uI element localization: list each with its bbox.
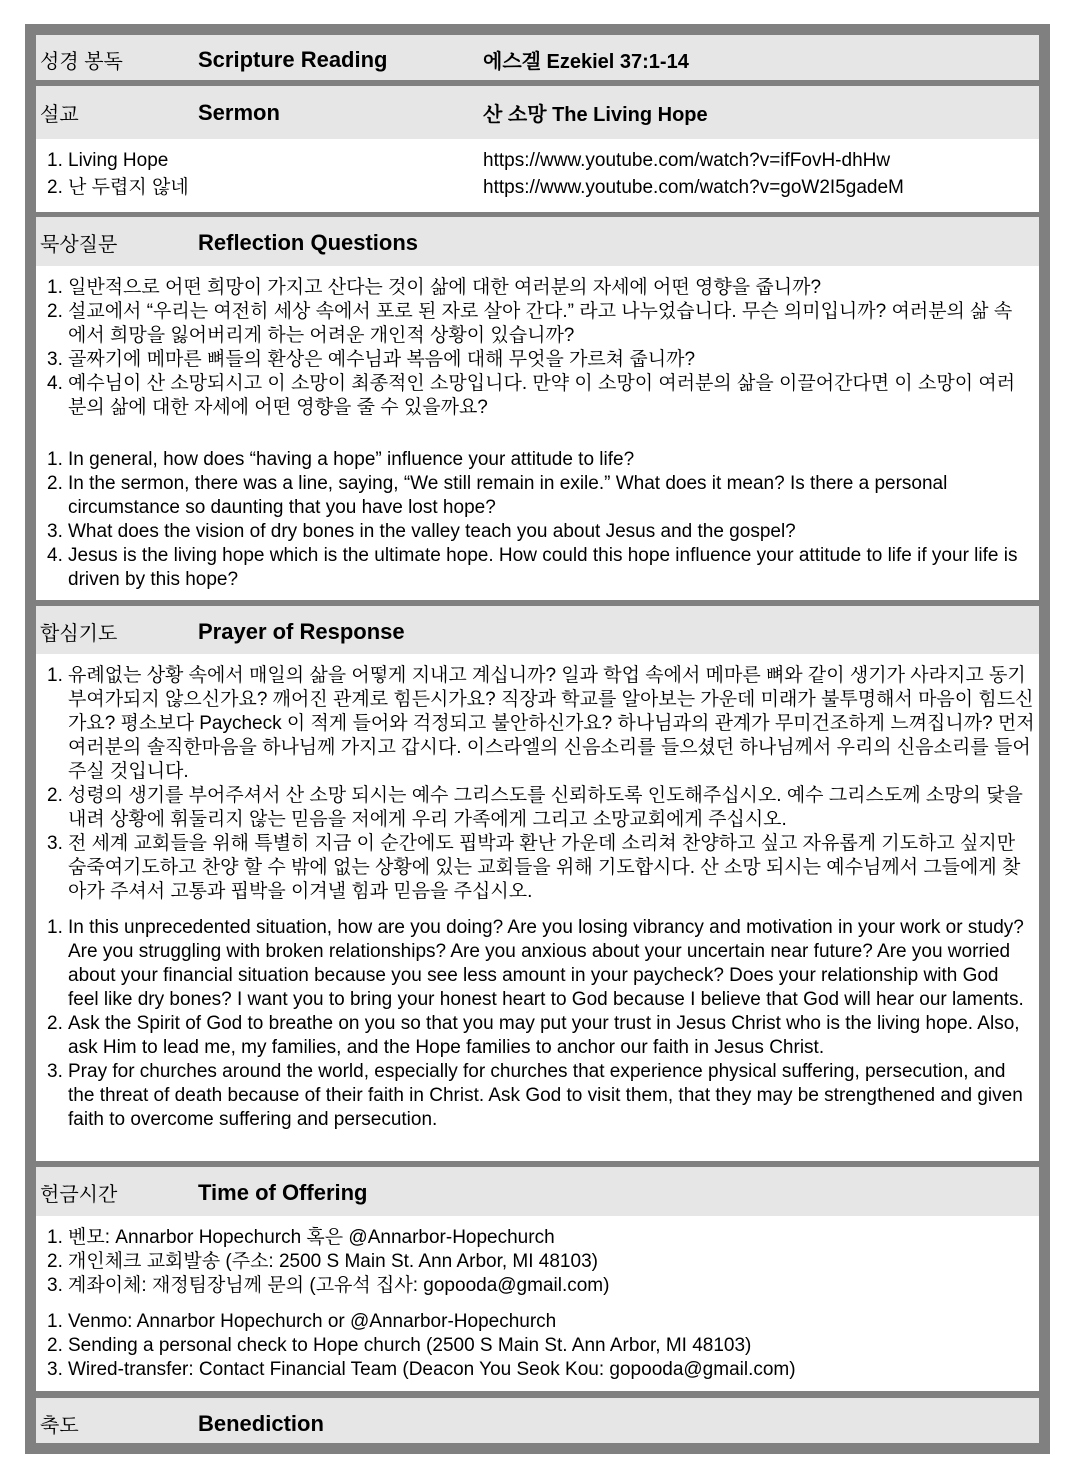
- prayer-en-title: Prayer of Response: [198, 619, 405, 644]
- benediction-en-title: Benediction: [198, 1411, 324, 1436]
- list-item: 2. 개인체크 교회발송 (주소: 2500 S Main St. Ann Arbor, MI 48103): [47, 1251, 598, 1272]
- list-item: 1. 벤모: Annarbor Hopechurch 혹은 @Annarbor-Hopechurch: [47, 1227, 555, 1248]
- prayer-body: [36, 654, 1039, 1161]
- bulletin-frame: [25, 24, 1050, 1454]
- list-item: 2. 성령의 생기를 부어주셔서 산 소망 되시는 예수 그리스도를 신뢰하도록 인도해주십시오. 예수 그리스도께 소망의 닻을 내려 상황에 휘둘리지 않는 믿음을 저에게 우리 가족에게 그리고 소망교회에게 주십시오.: [47, 785, 1023, 830]
- list-item: 1. 일반적으로 어떤 희망이 가지고 산다는 것이 삶에 대한 여러분의 자세에 어떤 영향을 줍니까?: [47, 277, 822, 298]
- song-link[interactable]: https://www.youtube.com/watch?v=goW2I5gadeM: [483, 177, 904, 198]
- scripture-en-title: Scripture Reading: [198, 47, 388, 72]
- reflection-body: [36, 266, 1039, 600]
- list-item: 4. Jesus is the living hope which is the ultimate hope. How could this hope influence your attitude to life if your life is driven by this hope?: [47, 545, 1018, 590]
- song-item: 1. Living Hope: [47, 150, 169, 171]
- song-list: [47, 147, 189, 201]
- list-item: 1. 유례없는 상황 속에서 매일의 삶을 어떻게 지내고 계십니까? 일과 학업 속에서 메마른 뼈와 같이 생기가 사라지고 동기 부여가되지 않으신가요? 깨어진 관계로 힘든시가요? 직장과 학교를 알아보는 가운데 미래가 불투명해서 마음이 힘드신가요? 평소보다 Paycheck 이 적게 들어와 걱정되고 불안하신가요? 하나님과의 관계가 무미건조하게 느껴집니까? 먼저 여러분의 솔직한마음을 하나님께 가지고 갑시다. 이스라엘의 신음소리를 들으셨던 하나님께서 우리의 신음소리를 들어주실 것입니다.: [47, 665, 1035, 782]
- list-item: 4. 예수님이 산 소망되시고 이 소망이 최종적인 소망입니다. 만약 이 소망이 여러분의 삶을 이끌어간다면 이 소망이 여러분의 삶에 대한 자세에 어떤 영향을 줄 수 있을까요?: [47, 373, 1016, 418]
- list-item: 3. 전 세계 교회들을 위해 특별히 지금 이 순간에도 핍박과 환난 가운데 소리쳐 찬양하고 싶고 자유롭게 기도하고 싶지만 숨죽여기도하고 찬양 할 수 밖에 없는 상황에 있는 교회들을 위해 기도합시다. 산 소망 되시는 예수님께서 그들에게 찾아가 주셔서 고통과 핍박을 이겨낼 힘과 믿음을 주십시오.: [47, 833, 1021, 902]
- song-links: [483, 147, 904, 201]
- reflection-en-list: [47, 448, 1022, 592]
- offering-en-list: [47, 1310, 1027, 1382]
- sermon-body: [36, 139, 1039, 212]
- list-item: 3. Pray for churches around the world, especially for churches that experience physical suffering, persecution, and the threat of death because of their faith in Christ. Ask God to visit them, that they may be strengthened and given faith to overcome suffering and persecution.: [47, 1061, 1023, 1130]
- list-item: 2. Ask the Spirit of God to breathe on you so that you may put your trust in Jesus Christ who is the living hope. Also, ask Him to lead me, my families, and the Hope families to anchor our faith in Jesus Christ.: [47, 1013, 1020, 1058]
- reflection-header: [36, 217, 1039, 266]
- prayer-ko-title: 합심기도: [40, 623, 118, 645]
- song-item: 2. 난 두렵지 않네: [47, 177, 189, 198]
- list-item: 3. What does the vision of dry bones in the valley teach you about Jesus and the gospel?: [47, 521, 796, 542]
- list-item: 1. In general, how does “having a hope” influence your attitude to life?: [47, 449, 635, 470]
- prayer-en-list: [47, 916, 1027, 1132]
- sermon-title: 산 소망 The Living Hope: [483, 104, 708, 126]
- reflection-en-title: Reflection Questions: [198, 230, 419, 255]
- offering-ko-list: [47, 1226, 1027, 1298]
- list-item: 3. Wired-transfer: Contact Financial Team (Deacon You Seok Kou: gopooda@gmail.com): [47, 1359, 796, 1380]
- scripture-ko-title: 성경 봉독: [40, 51, 123, 73]
- scripture-header: [36, 35, 1039, 80]
- sermon-ko-title: 설교: [40, 104, 79, 126]
- list-item: 2. In the sermon, there was a line, saying, “We still remain in exile.” What does it mean? Is there a personal circumstance so daunting that you have lost hope?: [47, 473, 948, 518]
- reflection-ko-list: [47, 276, 1022, 420]
- prayer-ko-list: [47, 664, 1037, 904]
- list-item: 1. In this unprecedented situation, how are you doing? Are you losing vibrancy and motivation in your work or study? Are you struggling with broken relationships? Are you anxious about your uncertain near future? Are you worried about your financial situation because you see less amount in your paycheck? Does your relationship with God feel like dry bones? I want you to bring your honest heart to God because I believe that God will hear our laments.: [47, 917, 1024, 1010]
- reflection-ko-title: 묵상질문: [40, 234, 118, 256]
- list-item: 2. Sending a personal check to Hope church (2500 S Main St. Ann Arbor, MI 48103): [47, 1335, 752, 1356]
- list-item: 2. 설교에서 “우리는 여전히 세상 속에서 포로 된 자로 살아 간다.” 라고 나누었습니다. 무슨 의미입니까? 여러분의 삶 속에서 희망을 잃어버리게 하는 어려운 개인적 상황이 있습니까?: [47, 301, 1013, 346]
- benediction-header: [36, 1398, 1039, 1443]
- benediction-ko-title: 축도: [40, 1415, 79, 1437]
- offering-body: [36, 1216, 1039, 1391]
- song-link[interactable]: https://www.youtube.com/watch?v=ifFovH-dhHw: [483, 150, 891, 171]
- list-item: 3. 계좌이체: 재정팀장님께 문의 (고유석 집사: gopooda@gmail.com): [47, 1275, 610, 1296]
- list-item: 3. 골짜기에 메마른 뼈들의 환상은 예수님과 복음에 대해 무엇을 가르쳐 줍니까?: [47, 349, 696, 370]
- prayer-header: [36, 606, 1039, 654]
- offering-en-title: Time of Offering: [198, 1180, 368, 1205]
- sermon-header: [36, 86, 1039, 139]
- list-item: 1. Venmo: Annarbor Hopechurch or @Annarbor-Hopechurch: [47, 1311, 557, 1332]
- offering-header: [36, 1167, 1039, 1216]
- sermon-en-title: Sermon: [198, 100, 280, 125]
- offering-ko-title: 헌금시간: [40, 1184, 118, 1206]
- scripture-reference: 에스겔 Ezekiel 37:1-14: [483, 51, 689, 73]
